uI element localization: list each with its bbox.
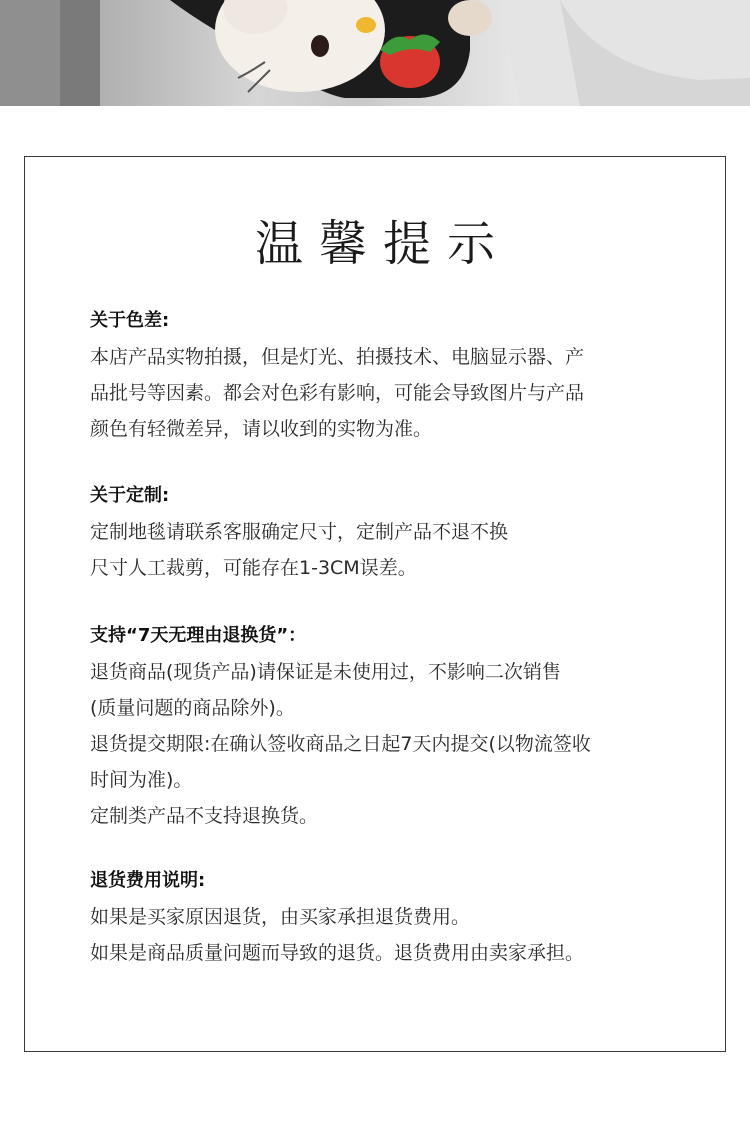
hello-kitty-plush-photo: [0, 0, 750, 106]
section-line: 如果是商品质量问题而导致的退货。退货费用由卖家承担。: [90, 942, 585, 964]
section-heading: 支持“7天无理由退换货”：: [90, 625, 307, 646]
section-line: 定制地毯请联系客服确定尺寸，定制产品不退不换: [90, 521, 509, 543]
section-line: 如果是买家原因退货，由买家承担退货费用。: [90, 906, 471, 928]
section-line: 品批号等因素。都会对色彩有影响，可能会导致图片与产品: [90, 382, 585, 404]
section-heading: 退货费用说明:: [90, 870, 206, 891]
product-photo: [0, 0, 750, 106]
section-line: (质量问题的商品除外)。: [90, 697, 295, 719]
section-heading: 关于定制:: [90, 485, 170, 506]
return-fee-section: [90, 868, 690, 976]
customization-section: [90, 483, 690, 591]
notice-card: [24, 156, 726, 1052]
section-line: 尺寸人工裁剪，可能存在1-3CM误差。: [90, 557, 417, 579]
section-line: 退货商品(现货产品)请保证是未使用过，不影响二次销售: [90, 661, 561, 683]
return-policy-section: [90, 623, 690, 839]
color-difference-section: [90, 308, 690, 452]
notice-title: 温馨提示: [254, 216, 511, 272]
section-line: 时间为准)。: [90, 769, 193, 791]
section-line: 退货提交期限:在确认签收商品之日起7天内提交(以物流签收: [90, 733, 591, 755]
section-line: 本店产品实物拍摄，但是灯光、拍摄技术、电脑显示器、产: [90, 346, 585, 368]
section-heading: 关于色差:: [90, 310, 170, 331]
section-line: 定制类产品不支持退换货。: [90, 805, 319, 827]
section-line: 颜色有轻微差异，请以收到的实物为准。: [90, 418, 433, 440]
